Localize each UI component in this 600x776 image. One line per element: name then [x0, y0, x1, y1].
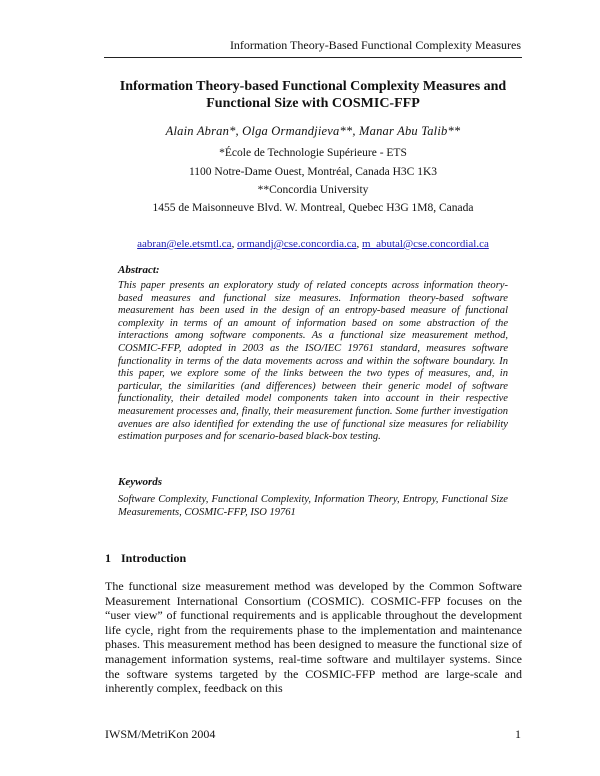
address-ets: 1100 Notre-Dame Ouest, Montréal, Canada H3C 1K3: [188, 166, 438, 178]
email-separator: ,: [231, 238, 235, 250]
email-link-abu-talib[interactable]: m_abutal@cse.concordial.ca: [362, 238, 489, 250]
address-concordia: 1455 de Maisonneuve Blvd. W. Montreal, Quebec H3G 1M8, Canada: [152, 202, 474, 214]
affiliation-concordia: **Concordia University: [257, 184, 369, 196]
email-list: [105, 238, 521, 250]
author-list: Alain Abran*, Olga Ormandjieva**, Manar Abu Talib**: [165, 124, 461, 138]
abstract-heading: Abstract:: [118, 264, 160, 276]
title-line-1: Information Theory-based Functional Complexity Measures and: [119, 79, 507, 94]
email-separator: ,: [356, 238, 360, 250]
affiliation-ets: *École de Technologie Supérieure - ETS: [219, 147, 407, 159]
keywords-text: Software Complexity, Functional Complexity, Information Theory, Entropy, Functional Size Measurements, COSMIC-FFP, ISO 19761: [118, 494, 508, 518]
email-link-ormandjieva[interactable]: ormandj@cse.concordia.ca: [237, 238, 357, 250]
page-number: 1: [515, 727, 521, 741]
header-rule: [104, 57, 522, 58]
section-title: Introduction: [121, 551, 187, 565]
title-line-2: Functional Size with COSMIC-FFP: [206, 96, 420, 111]
paper-title: [105, 78, 521, 112]
section-heading-introduction: [105, 551, 186, 566]
email-link-abran[interactable]: aabran@ele.etsmtl.ca: [137, 238, 232, 250]
footer-conference: IWSM/MetriKon 2004: [105, 727, 216, 741]
section-number: 1: [105, 551, 111, 565]
running-title: Information Theory-Based Functional Complexity Measures: [229, 38, 521, 52]
abstract-text: This paper presents an exploratory study of related concepts across information theory-based measures and functional size measures. Information theory-based software measurement has been used in the design of an entropy-based measure of functional complexity in terms of an amount of information based on some abstraction of the interactions among software components. As a functional size measurement method, COSMIC-FFP, adopted in 2003 as the ISO/IEC 19761 standard, measures software functionality in terms of the data movements across and within the software boundary. In this paper, we explore some of the links between the two types of measures, and, in particular, the similarities (and differences) between their generic model of software functionality, their detailed model components taken into account in their respective measurement processes and, finally, their measurement function. Some further investigation avenues are also identified for extending the use of functional size measures for reliability estimation purposes and for scenario-based black-box testing.: [118, 280, 508, 443]
keywords-heading: Keywords: [118, 476, 162, 488]
introduction-text: The functional size measurement method was developed by the Common Software Measurement International Consortium (COSMIC). COSMIC-FFP focuses on the “user view” of functional requirements and is applicable throughout the development life cycle, right from the requirements phase to the implementation and maintenance phases. This measurement method has been designed to measure the functional size of management information systems, real-time software and multilayer systems. Since the software systems targeted by the COSMIC-FFP method are large-scale and inherently complex, feedback on this: [105, 579, 522, 696]
